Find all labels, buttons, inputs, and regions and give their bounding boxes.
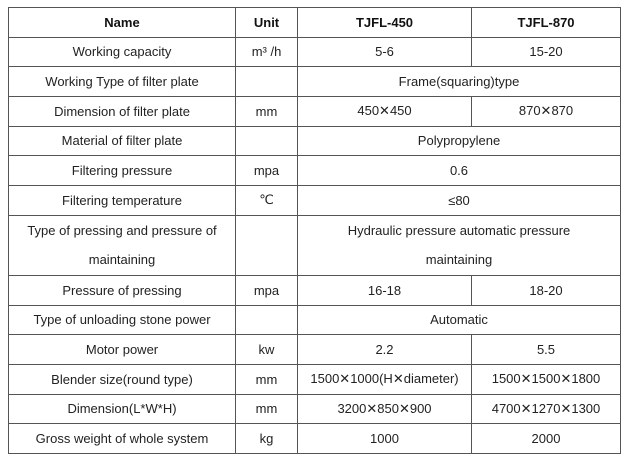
row-name: [9, 215, 236, 275]
table-row: [9, 364, 621, 394]
row-value-merged: Automatic: [298, 305, 621, 335]
row-unit: ℃: [236, 185, 298, 215]
row-name-line2: maintaining: [88, 252, 156, 268]
row-value-870: 15-20: [472, 37, 621, 67]
row-value-870: 2000: [472, 424, 621, 454]
header-row: [9, 8, 621, 38]
row-value-merged: [298, 215, 621, 275]
row-value-450: 5-6: [298, 37, 472, 67]
row-name: Gross weight of whole system: [9, 424, 236, 454]
row-unit: m³ /h: [236, 37, 298, 67]
header-tjfl-870: TJFL-870: [472, 8, 621, 38]
row-value-450: 450✕450: [298, 96, 472, 126]
row-value-450: 3200✕850✕900: [298, 394, 472, 424]
header-unit: Unit: [236, 8, 298, 38]
row-unit: mm: [236, 394, 298, 424]
row-name: Filtering temperature: [9, 185, 236, 215]
row-name-line1: Type of pressing and pressure of: [27, 223, 217, 239]
row-value-450: 1500✕1000(H✕diameter): [298, 364, 472, 394]
row-value-870: 1500✕1500✕1800: [472, 364, 621, 394]
row-unit: [236, 126, 298, 156]
row-value-450: 16-18: [298, 275, 472, 305]
row-value-870: 870✕870: [472, 96, 621, 126]
row-value-merged: Polypropylene: [298, 126, 621, 156]
header-name: Name: [9, 8, 236, 38]
row-name: Pressure of pressing: [9, 275, 236, 305]
row-unit: [236, 215, 298, 275]
row-value-merged: 0.6: [298, 156, 621, 186]
row-unit: [236, 67, 298, 97]
row-name: Dimension(L*W*H): [9, 394, 236, 424]
row-unit: mm: [236, 96, 298, 126]
row-unit: kg: [236, 424, 298, 454]
table-row: [9, 96, 621, 126]
table-row: [9, 126, 621, 156]
table-row: [9, 424, 621, 454]
row-value-line1: Hydraulic pressure automatic pressure: [347, 223, 571, 239]
row-name: Working capacity: [9, 37, 236, 67]
row-unit: kw: [236, 335, 298, 365]
table-row: [9, 215, 621, 275]
row-value-merged: ≤80: [298, 185, 621, 215]
table-row: [9, 335, 621, 365]
row-unit: [236, 305, 298, 335]
row-unit: mpa: [236, 275, 298, 305]
row-name: Working Type of filter plate: [9, 67, 236, 97]
table-row: [9, 275, 621, 305]
row-value-line2: maintaining: [425, 252, 493, 268]
row-value-870: 18-20: [472, 275, 621, 305]
table-row: [9, 305, 621, 335]
table-row: [9, 37, 621, 67]
row-unit: mm: [236, 364, 298, 394]
row-name: Type of unloading stone power: [9, 305, 236, 335]
table-row: [9, 394, 621, 424]
row-value-870: 4700✕1270✕1300: [472, 394, 621, 424]
spec-table: [8, 7, 621, 454]
row-value-870: 5.5: [472, 335, 621, 365]
row-name: Dimension of filter plate: [9, 96, 236, 126]
row-name: Motor power: [9, 335, 236, 365]
row-name: Material of filter plate: [9, 126, 236, 156]
table-row: [9, 185, 621, 215]
table-row: [9, 67, 621, 97]
table-row: [9, 156, 621, 186]
row-name: Blender size(round type): [9, 364, 236, 394]
row-name: Filtering pressure: [9, 156, 236, 186]
row-value-450: 1000: [298, 424, 472, 454]
row-value-450: 2.2: [298, 335, 472, 365]
row-value-merged: Frame(squaring)type: [298, 67, 621, 97]
row-unit: mpa: [236, 156, 298, 186]
header-tjfl-450: TJFL-450: [298, 8, 472, 38]
